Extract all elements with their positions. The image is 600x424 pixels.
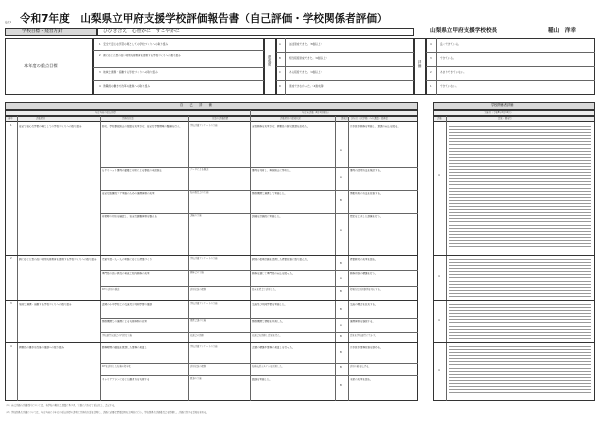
priority-goal-4: 4 教職員の働き方改革の推進への取り組み: [99, 85, 150, 88]
evaluation-text-2: あまりできていない。: [440, 71, 466, 74]
evaluation-text-1: できていない。: [440, 85, 459, 88]
evaluation-text-3: できている。: [440, 57, 456, 60]
row2-measure-1: 児童生徒一人一人の実態に応じた授業づくり: [102, 258, 153, 261]
motto-value: ひびき合え 心豊かに すこやかに: [103, 29, 180, 34]
row4-method-1: 学校評価アンケートの実施: [190, 345, 218, 348]
evaluation-label: 評価: [418, 60, 422, 68]
row1-measure-2: ヒヤリハット事例の蓄積と分析による事故の未然防止: [102, 169, 162, 172]
priority-goal-3: 3 地域と連携・協働する学校づくりへの取り組み: [99, 71, 158, 74]
row4-next-2: 活用の幅を広げる。: [350, 365, 371, 368]
row4-degree-3: B: [340, 384, 342, 387]
row1-method-3: 校内委員会の実施: [190, 191, 209, 194]
achievement-key-c: C: [279, 71, 281, 74]
row1-next-4: 想定を工夫した訓練を行う。: [350, 215, 383, 218]
achievement-key-a: A: [279, 43, 281, 46]
row2-method-2: 研修会の実施: [190, 271, 204, 274]
row3-item: 地域と連携・協働する学校づくりへの取り組み: [19, 303, 72, 306]
priority-goal-1: 1 安全で安心な学習の場としての学校づくりへの取り組み: [99, 43, 169, 46]
row3-measure-3: 学校運営協議会の円滑な実施: [102, 334, 132, 337]
school-rating-1: 4: [438, 174, 440, 177]
achievement-label: 達成度: [268, 55, 272, 66]
row2-status-2: 研修を通じて専門性の向上を図った。: [252, 272, 295, 275]
row1-measure-1: 防災、学校事故防止の取組を充実させ、安全な学習環境の整備を行う。: [102, 125, 182, 128]
self-eval-table: [5, 102, 418, 401]
row2-status-1: 個別の指導計画を活用した授業改善に取り組んだ。: [252, 258, 310, 261]
row2-status-3: 端末を授業で活用した。: [252, 288, 278, 291]
col-no: 番号: [8, 117, 13, 120]
row3-no: 3: [10, 302, 12, 305]
footnote-2: （2）学校関係者評価については、年度当初に今年度の重点目標の説明と具体的方策を説明し、評価に必要な情報提供を計画的に行う。学校関係者評価委員会を開催し、評価に関する意見を求める。: [5, 411, 209, 414]
row3-next-2: 連携体制を継続する。: [350, 320, 376, 323]
priority-label: 本年度の重点目標: [24, 63, 58, 68]
evaluation-text-4: 良くできている。: [440, 43, 461, 46]
row1-measure-4: 非常時の対応を確認し、安全な避難体制を整える: [102, 215, 158, 218]
plan-header: 年度当初の重点目標: [95, 111, 116, 114]
achievement-text-b: 相当程度達成できた。（6割以上）: [289, 57, 329, 60]
row3-degree-2: A: [340, 324, 342, 327]
row1-measure-3: 安全な医療的ケア実施のための連携体制の充実: [102, 192, 155, 195]
row4-method-3: 面談の実施: [190, 377, 202, 380]
row2-degree-2: A: [340, 277, 342, 280]
row3-method-1: 学校評価アンケートの実施: [190, 302, 218, 305]
row2-measure-2: 専門性の高い教員の育成と校内研修の充実: [102, 272, 150, 275]
achievement-text-a: ほぼ達成できた。（8割以上）: [289, 43, 324, 46]
col-next: 次年度（次学期）への課題・改善策: [351, 117, 388, 120]
row3-method-3: 協議会の開催: [190, 334, 204, 337]
school-col-opinion: 意見・要望等: [498, 117, 512, 120]
school-rating-3: 4: [438, 319, 440, 322]
row3-measure-2: 関係機関との連携による支援体制の充実: [102, 320, 148, 323]
priority-goal-2: 2 個に応じた質の高い特別支援教育を提供する学校づくりへの取り組み: [99, 54, 181, 57]
row3-next-1: 交流の機会を拡充する。: [350, 303, 378, 306]
col-measure: 具体的方策: [122, 117, 134, 120]
row2-degree-1: B: [340, 262, 342, 265]
col-degree: 達成度: [341, 117, 348, 120]
row2-next-3: 効果的な活用事例を共有する。: [350, 288, 383, 291]
row2-measure-3: ICTの活用の推進: [102, 288, 120, 291]
row1-degree-4: A: [340, 229, 342, 232]
school-eval-date: 実施日（令和8年2月12日）: [484, 111, 513, 114]
row2-degree-3: B: [340, 290, 342, 293]
principal-label: 山梨県立甲府支援学校校長: [430, 28, 498, 34]
self-eval-title: 自 己 評 価: [180, 103, 212, 107]
row3-status-2: 関係機関と情報を共有した。: [252, 320, 285, 323]
row2-method-3: 活用状況の把握: [190, 288, 207, 291]
evaluation-key-4: 4: [430, 43, 432, 46]
form-tag: 様式1: [5, 21, 12, 24]
row4-no: 4: [10, 345, 12, 348]
row1-item: 安全で安心な学習の場としての学校づくりへの取り組み: [19, 125, 82, 128]
row1-next-3: 情報共有の方法を改善する。: [350, 192, 383, 195]
row4-next-3: 支援の充実を図る。: [350, 378, 373, 381]
row1-method-1: 学校評価アンケートの実施: [190, 124, 218, 127]
row1-degree-2: A: [340, 176, 342, 179]
row1-next-2: 事例の活用方法を検討する。: [350, 169, 383, 172]
row1-no: 1: [10, 124, 12, 127]
row1-status-1: 全校研修を充実させ、教職員の防災意識を高めた。: [252, 125, 310, 128]
achievement-label-cell: [264, 38, 276, 95]
row4-measure-1: 勤務時間の縮減を意識した業務の見直し: [102, 346, 148, 349]
achievement-key-b: B: [279, 57, 281, 60]
evaluation-key-1: 1: [430, 85, 432, 88]
row1-method-4: 訓練の実施: [190, 214, 202, 217]
row1-status-2: 事例を共有し、再発防止に努めた。: [252, 169, 293, 172]
row1-degree-1: A: [340, 149, 342, 152]
row4-status-1: 会議の精選や業務の見直しを行った。: [252, 346, 295, 349]
row2-item: 個に応じた質の高い特別支援教育を提供する学校づくりへの取り組み: [19, 258, 97, 261]
row1-status-3: 関係機関と連携して実施した。: [252, 192, 288, 195]
row3-degree-1: B: [340, 308, 342, 311]
school-opinion-3: [449, 304, 591, 341]
school-rating-4: 4: [438, 369, 440, 372]
row3-degree-3: B: [340, 335, 342, 338]
footnote-1: （1）自己評価の評価項目については、各学校の現状と課題に基づき、実態に合わせて重点化し、設定する。: [5, 404, 117, 407]
school-eval-title: 学校関係者評価: [491, 103, 514, 107]
row4-status-3: 面談を実施した。: [252, 378, 273, 381]
achievement-text-c: ある程度できた。（4割以上）: [289, 71, 324, 74]
row2-method-1: 学校評価アンケートの実施: [190, 257, 218, 260]
row4-item: 教職員の働き方改革の推進への取り組み: [19, 346, 65, 349]
col-status: 評価項目の達成状況: [280, 117, 301, 120]
col-method: 方策の評価指標: [212, 117, 229, 120]
school-eval-column-header: [433, 116, 595, 122]
row4-degree-2: B: [340, 366, 342, 369]
school-eval-title-bar: [433, 102, 595, 110]
evaluation-key-2: 2: [430, 71, 432, 74]
row4-measure-3: キャリアプランに応じた働き方を支援する: [102, 378, 150, 381]
row1-method-2: データによる検証: [190, 168, 209, 171]
row3-next-3: 意見を学校運営に生かす。: [350, 334, 378, 337]
row3-method-2: 連携会議の実施: [190, 319, 207, 322]
school-col-rating: 評価: [437, 117, 442, 120]
row3-status-1: 交流及び共同学習を実施した。: [252, 303, 288, 306]
row1-status-4: 訓練を計画的に実施した。: [252, 215, 283, 218]
achievement-text-d: 達成できなかった。（4割未満）: [289, 85, 326, 88]
motto-label: 学校目標・経営方針: [22, 29, 63, 34]
row4-next-1: 引き続き業務改善を進める。: [350, 346, 383, 349]
school-opinion-2: [449, 259, 591, 299]
row1-next-1: 引き続き研修を実施し、意識の向上を図る。: [350, 125, 401, 128]
row4-status-2: 校務支援システムを活用した。: [252, 365, 284, 368]
page-title: 令和7年度 山梨県立甲府支援学校評価報告書（自己評価・学校関係者評価）: [20, 13, 388, 25]
col-item: 評価項目: [36, 117, 46, 120]
row4-degree-1: B: [340, 351, 342, 354]
school-opinion-4: [449, 346, 591, 395]
row2-next-2: 研修内容の精選を行う。: [350, 272, 378, 275]
achievement-key-d: D: [279, 85, 281, 88]
end-header: 年度末評価（2月1日現在）: [302, 111, 331, 114]
row2-next-1: 授業研究の充実を図る。: [350, 258, 378, 261]
row4-measure-2: ICTを活用した校務の効率化: [102, 365, 131, 368]
principal-name: 稲山 洋幸: [548, 28, 576, 34]
row3-measure-1: 近隣の小中学校との交流及び共同学習の推進: [102, 303, 153, 306]
evaluation-key-3: 3: [430, 57, 432, 60]
row3-status-3: 協議会を開催し意見を得た。: [252, 334, 282, 337]
row4-method-2: 活用状況の把握: [190, 365, 207, 368]
row2-no: 2: [10, 257, 12, 260]
school-opinion-1: [449, 126, 591, 249]
school-rating-2: 4: [438, 275, 440, 278]
row1-degree-3: B: [340, 199, 342, 202]
